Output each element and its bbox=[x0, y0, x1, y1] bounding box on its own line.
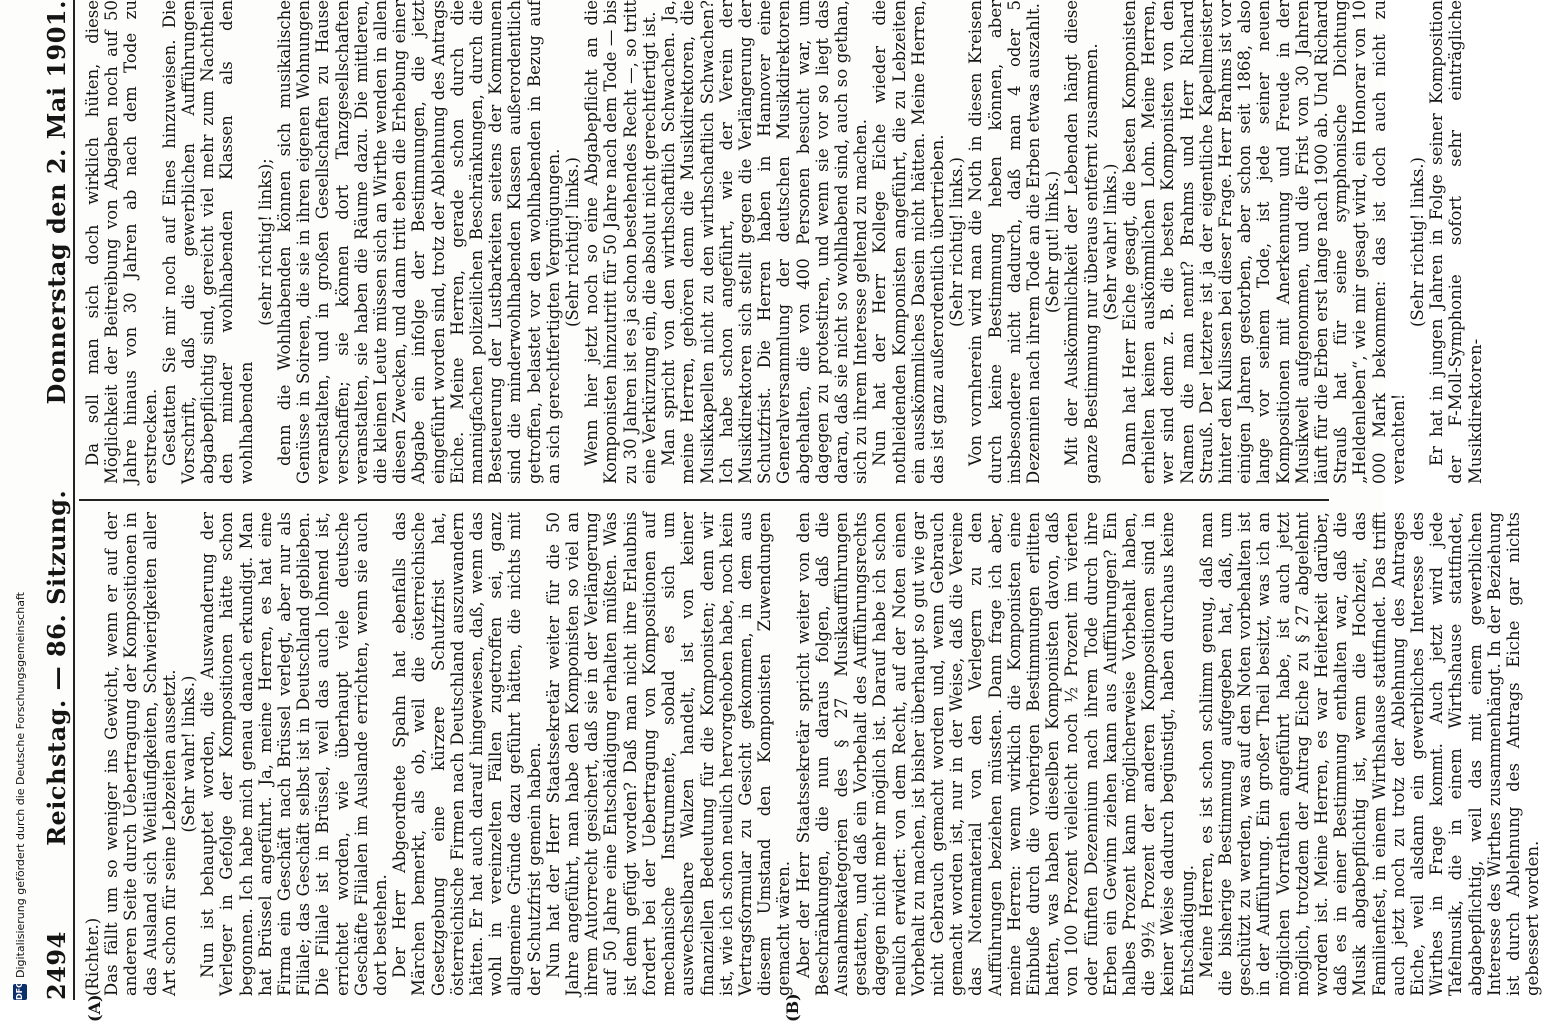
paragraph: Meine Herren, es ist schon schlimm genug, daß man die bisherige Bestimmung aufgegeben hat, daß, um geschützt zu werden, was auf den Noten vorbehalten ist in der Aufführung. Ein großer Theil besitzt, was ich an möglichen Vorrathen angeführt habe, ist auch jetzt möglich, trotzdem der Antrag Eiche zu § 27 abgelehnt worden ist. Meine Herren, es war Heiterkeit darüber, daß es in einer Bestimmung enthalten war, daß die Musik abgabepflichtig ist, wenn die Hochzeit, das Familienfest, in einem Wirthshause stattfindet. Das trifft auch jetzt noch zu trotz der Ablehnung des Antrages Eiche, weil alsdann ein gewerbliches Interesse des Wirthes in Frage kommt. Auch jetzt wird jede Tafelmusik, die in einem Wirthshause stattfindet, abgabepflichtig, weil das mit einem gewerblichen Interesse des Wirthes zusammenhängt. In der Beziehung ist durch Ablehnung des Antrags Eiche gar nichts gebessert worden. bbox=[1196, 512, 1542, 996]
paragraph: Von vornherein wird man die Noth in diesen Kreisen durch keine Bestimmung heben können, aber insbesondere nicht dadurch, daß man 4 oder 5 Dezennien nach ihrem Tode an die Erben etwas auszahlt. bbox=[966, 0, 1043, 484]
session-title: Reichstag. — 86. Sitzung. bbox=[41, 489, 71, 846]
rotated-scan bbox=[35, 0, 1542, 1022]
interjection: (Sehr richtig! links.) bbox=[1408, 157, 1428, 327]
page-header bbox=[39, 0, 73, 1000]
paragraph: Wenn hier jetzt noch so eine Abgabepflicht an die Komponisten hinzutritt für 50 Jahre nach dem Tode — bis zu 30 Jahren ist es ja schon bestehendes Recht —, so tritt eine Verkürzung ein, die absolut nicht gerechtfertigt ist. bbox=[582, 0, 659, 484]
paragraph: denn die Wohlhabenden können sich musikalische Genüsse in Soireen, die sie in ihren eigenen Wohnungen veranstalten, und in großen Gesellschaften zu Hause verschaffen; sie können dort Tanzgesellschaften veranstalten, sie haben die Räume dazu. Die mittleren, die kleinen Leute müssen sich an Wirthe wenden in allen diesen Zwecken, und dann tritt eben die Erhebung einer Abgabe ein infolge der Bestimmungen, die jetzt eingeführt worden sind, trotz der Ablehnung des Antrags Eiche. Meine Herren, gerade schon durch die mannigfachen polizeilichen Beschränkungen, durch die Besteuerung der Lustbarkeiten seitens der Kommunen sind die minderwohlhabenden Klassen außerordentlich getroffen, belastet vor den wohlhabenden in Bezug auf an sich gerechtfertigten Vergnügungen. bbox=[275, 0, 563, 484]
paragraph: Nun ist behauptet worden, die Auswanderung der Verleger in Gefolge der Kompositionen hätte schon begonnen. Ich habe mich genau danach erkundigt. Man hat Brüssel angeführt. Ja, meine Herren, es hat eine Firma ein Geschäft nach Brüssel verlegt, aber nur als Filiale; das Geschäft selbst ist in Deutschland geblieben. Die Filiale ist in Brüssel, weil das auch lohnend ist, errichtet worden, wie überhaupt viele deutsche Geschäfte Filialen im Auslande errichten, wenn sie auch dort bestehen. bbox=[198, 512, 391, 996]
interjection: (Sehr wahr! links.) bbox=[179, 675, 199, 833]
dfg-logo: DFG bbox=[13, 984, 27, 1000]
session-date: Donnerstag den 2. Mai 1901. bbox=[41, 0, 71, 405]
paragraph: Man spricht von den wirthschaftlich Schwachen. Ja, meine Herren, gehören denn die Musikdirektoren, die Musikkapellen nicht zu den wirthschaftlich Schwachen? Ich habe schon angeführt, wie der Verein der Musikdirektoren sich stellt gegen die Verlängerung der Schutzfrist. Die Herren haben in Hannover eine Generalversammlung der deutschen Musikdirektoren abgehalten, die von 400 Personen besucht war, um dagegen zu protestiren, und wenn sie vor so liegt das daran, daß sie nicht so wohlhabend sind, auch so gethan, sich zu ihrem Interesse geltend zu machen. bbox=[659, 0, 871, 484]
interjection: (Sehr wahr! links.) bbox=[1100, 163, 1120, 321]
paragraph: Mit der Auskömmlichkeit der Lebenden hängt diese ganze Bestimmung nur überaus entfernt zusammen. bbox=[1062, 0, 1101, 484]
paragraph: Aber der Herr Staatssekretär spricht weiter von den Beschränkungen, die nun daraus folgen, daß die Ausnahmekategorien des § 27 Musikaufführungen gestatten, und daß ein Vorbehalt des Aufführungsrechts dagegen nicht mehr möglich ist. Darauf habe ich schon neulich erwidert: von dem Recht, auf der Noten einen Vorbehalt zu machen, ist bisher überhaupt so gut wie gar nicht Gebrauch gemacht worden und, wenn Gebrauch gemacht worden ist, nur in der Weise, daß die Vereine das Notenmaterial von den Verlegern zu den Aufführungen beziehen müssten. Dann frage ich aber, meine Herren: wenn wirklich die Komponisten eine Einbuße durch die vorherigen Bestimmungen erlitten hatten, was haben dieselben Komponisten davon, daß von 100 Prozent vielleicht noch ½ Prozent im vierten oder fünften Dezennium nach ihrem Tode durch ihre Erben ein Gewinn ziehen kann aus Aufführungen? Ein halbes Prozent kann möglicherweise Vorbehalt haben, die 99½ Prozent der anderen Kompositionen sind in keiner Weise dadurch begünstigt, haben durchaus keine Entschädigung. bbox=[793, 512, 1197, 996]
interjection: (sehr richtig! links); bbox=[255, 158, 275, 326]
digitization-credit bbox=[8, 0, 32, 1000]
paragraph: Der Herr Abgeordnete Spahn hat ebenfalls das Märchen bemerkt, als ob, weil die österreichische Gesetzgebung eine kürzere Schutzfrist hat, österreichische Firmen nach Deutschland auszuwandern hätten. Er hat auch darauf hingewiesen, daß, wenn das wohl in vereinzelten Fällen zugetroffen sei, ganz allgemeine Gründe dazu geführt hätten, die nichts mit der Schutzfrist gemein haben. bbox=[390, 512, 544, 996]
paragraph: Nun hat der Herr Staatssekretär weiter für die 50 Jahre angeführt, man habe den Komponisten so viel an ihrem Autorrecht gesichert, daß sie in der Verlängerung auf 50 Jahre eine Entschädigung erhalten müßten. Was ist denn gefügt worden? Daß man nicht ihre Erlaubnis fordert bei der Uebertragung von Kompositionen auf mechanische Instrumente, sobald es sich um auswechselbare Walzen handelt, ist von keiner finanziellen Bedeutung für die Komponisten; denn wir ist, wie ich schon neulich hervorgehoben habe, noch kein Vertragsformular zu Gesicht gekommen, in dem aus diesem Umstand den Komponisten Zuwendungen gemacht wären. bbox=[543, 512, 794, 996]
column-divider bbox=[79, 499, 1329, 501]
left-column bbox=[83, 512, 1542, 996]
paragraph: Dann hat Herr Eiche gesagt, die besten Komponisten erhielten keinen auskömmlichen Lohn. Meine Herren, wer sind denn z. B. die besten Komponisten von den Namen die man nennt? Brahms und Herr Richard Strauß. Der letztere ist ja der eigentliche Kapellmeister hinter den Kulissen bei dieser Frage. Herr Brahms ist vor einigen Jahren gestorben, aber schon seit 1868, also lange vor seinem Tode, ist jede seiner neuen Kompositionen mit Anerkennung und Freude in der Musikwelt aufgenommen, und die Frist von 30 Jahren läuft für die Erben erst lange nach 1900 ab. Und Richard Strauß hat für seine symphonische Dichtung „Heldenleben“, wie mir gesagt wird, ein Honorar von 10 000 Mark bekommen: das ist doch auch nicht zu verachten! bbox=[1119, 0, 1408, 484]
header-rule bbox=[73, 0, 75, 1000]
paragraph: Da soll man sich doch wirklich hüten, diese Möglichkeit der Beitreibung von Abgaben noch auf 50 Jahre hinaus von 30 Jahren ab nach dem Tode zu erstrecken. bbox=[83, 0, 160, 484]
margin-marker-b: (B) bbox=[783, 993, 802, 1022]
paragraph: Gestatten Sie mir noch auf Eines hinzuweisen. Die Vorschrift, daß die gewerblichen Aufführungen abgabepflichtig sind, gereicht viel mehr zum Nachtheil den minder wohlhabenden Klassen als den wohlhabenden bbox=[159, 0, 256, 484]
paragraph: Er hat in jungen Jahren in Folge seiner Komposition der F-Moll-Symphonie sofort sehr einträgliche Musikdirektoren- bbox=[1427, 0, 1485, 484]
page-number: 2494 bbox=[41, 931, 71, 1000]
interjection: (Sehr richtig! links.) bbox=[563, 157, 583, 327]
interjection: (Sehr gut! links.) bbox=[1043, 170, 1063, 314]
right-column bbox=[83, 0, 1485, 484]
credit-text: Digitalisierung gefördert durch die Deutsche Forschungsgemeinschaft bbox=[13, 592, 27, 978]
paragraph: Nun hat der Herr Kollege Eiche wieder die nothleidenden Komponisten angeführt, die zu Lebzeiten ein ausskömmliches Dasein nicht hätten. Meine Herren, das ist ganz außerordentlich übertrieben. bbox=[870, 0, 947, 484]
paragraph: (Richter.) bbox=[83, 917, 102, 996]
paragraph: Das fällt um so weniger ins Gewicht, wenn er auf der anderen Seite durch Uebertragung der Kompositionen in das Ausland sich Weitläufigkeiten, Schwierigkeiten aller Art schon für seine Lebzeiten aussetzt. bbox=[102, 512, 179, 996]
interjection: (Sehr richtig! links.) bbox=[947, 157, 967, 327]
margin-marker-a: (A) bbox=[85, 994, 104, 1022]
